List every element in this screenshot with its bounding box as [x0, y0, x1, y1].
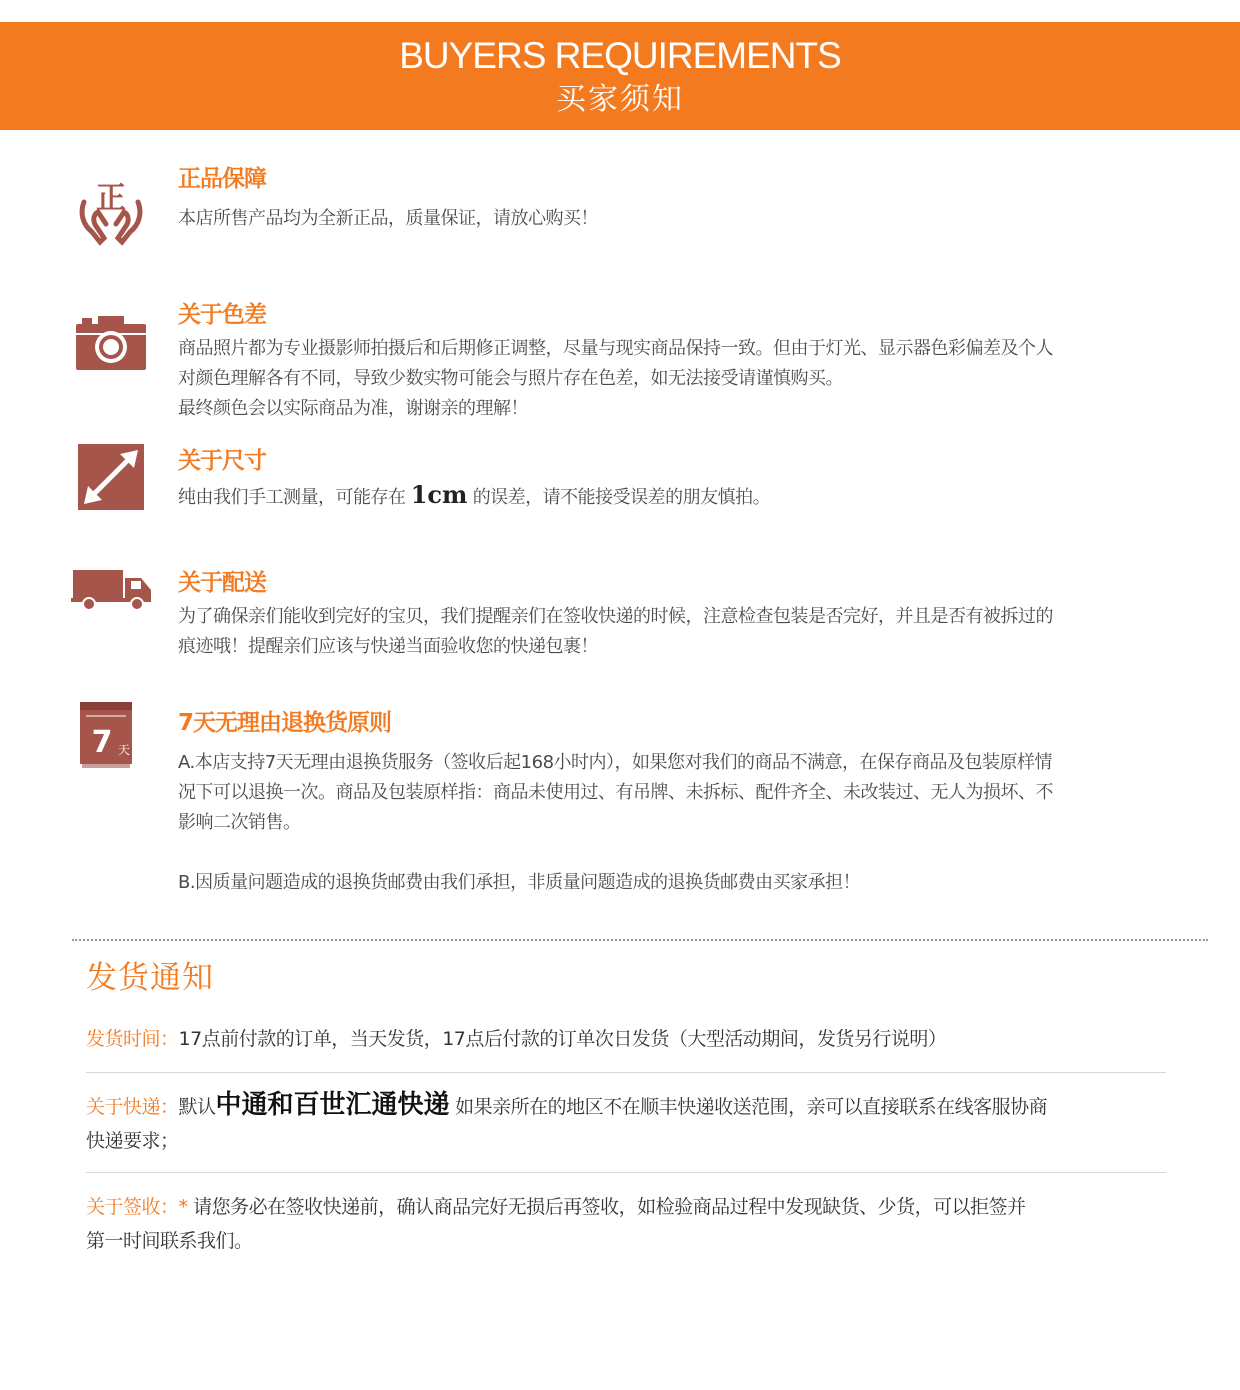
section-text — [178, 748, 1208, 838]
section-title: 关于尺寸 — [178, 448, 266, 474]
svg-text:正: 正 — [96, 181, 126, 216]
svg-text:7: 7 — [91, 725, 113, 760]
hands-authentic-icon — [70, 168, 152, 250]
divider — [86, 1172, 1166, 1173]
notice-text: 快递要求； — [86, 1130, 179, 1152]
notice-text: 请您务必在签收快递前，确认商品完好无损后再签收，如检验商品过程中发现缺货、少货，可以拒签并 — [193, 1196, 1026, 1218]
section-line: A.本店支持7天无理由退换货服务（签收后起168小时内），如果您对我们的商品不满意，在保存商品及包装原样情 — [178, 752, 1053, 773]
section-line: 为了确保亲们能收到完好的宝贝，我们提醒亲们在签收快递的时候，注意检查包装是否完好，并且是否有被拆过的 — [178, 606, 1053, 627]
notice-label: 关于快递： — [86, 1096, 179, 1118]
section-line: 本店所售产品均为全新正品，质量保证，请放心购买！ — [178, 208, 598, 229]
section-line: 况下可以退换一次。商品及包装原样指：商品未使用过、有吊牌、未拆标、配件齐全、未改装过、无人为损坏、不 — [178, 782, 1053, 803]
truck-icon — [70, 562, 154, 644]
notice-label: 关于签收： — [86, 1196, 179, 1218]
section-title: 7天无理由退换货原则 — [178, 710, 392, 736]
section-text — [178, 334, 1208, 424]
section-title: 关于配送 — [178, 570, 266, 596]
banner-title-en: BUYERS REQUIREMENTS — [399, 35, 841, 76]
size-text-before: 纯由我们手工测量，可能存在 — [178, 487, 406, 508]
size-text-after: 的误差，请不能接受误差的朋友慎拍。 — [472, 487, 771, 508]
section-text-extra: B.因质量问题造成的退换货邮费由我们承担，非质量问题造成的退换货邮费由买家承担！ — [178, 872, 861, 893]
section-line: 痕迹哦！提醒亲们应该与快递当面验收您的快递包裹！ — [178, 636, 598, 657]
notice-text-prefix: 默认 — [178, 1096, 216, 1118]
section-title: 正品保障 — [178, 166, 266, 192]
notice-star: * — [178, 1196, 188, 1218]
resize-arrow-icon — [74, 442, 156, 524]
section-text — [178, 480, 1208, 513]
divider-dotted — [72, 939, 1208, 941]
notice-shipping-time — [86, 1022, 1210, 1056]
notice-receipt — [86, 1190, 1210, 1258]
notice-text: 第一时间联系我们。 — [86, 1230, 253, 1252]
section-text — [178, 204, 1208, 234]
camera-icon — [70, 306, 152, 388]
calendar-7-days-icon — [72, 698, 154, 780]
notice-title: 发货通知 — [86, 960, 214, 996]
notice-courier — [86, 1088, 1210, 1158]
header-banner — [0, 22, 1240, 130]
section-title: 关于色差 — [178, 302, 266, 328]
notice-text: 如果亲所在的地区不在顺丰快递收送范围，亲可以直接联系在线客服协商 — [455, 1096, 1048, 1118]
size-tolerance: 1cm — [410, 480, 468, 509]
section-line: 对颜色理解各有不同，导致少数实物可能会与照片存在色差，如无法接受请谨慎购买。 — [178, 368, 843, 389]
notice-label: 发货时间： — [86, 1028, 179, 1050]
section-text — [178, 602, 1208, 662]
banner-title-zh: 买家须知 — [556, 82, 684, 117]
notice-text: 17点前付款的订单，当天发货，17点后付款的订单次日发货（大型活动期间，发货另行说明） — [178, 1028, 947, 1050]
section-line: 影响二次销售。 — [178, 812, 301, 833]
courier-names: 中通和百世汇通快递 — [215, 1090, 450, 1120]
divider — [86, 1072, 1166, 1073]
section-line: 商品照片都为专业摄影师拍摄后和后期修正调整，尽量与现实商品保持一致。但由于灯光、显示器色彩偏差及个人 — [178, 338, 1053, 359]
svg-text:天: 天 — [118, 743, 131, 757]
section-line: 最终颜色会以实际商品为准，谢谢亲的理解！ — [178, 398, 528, 419]
